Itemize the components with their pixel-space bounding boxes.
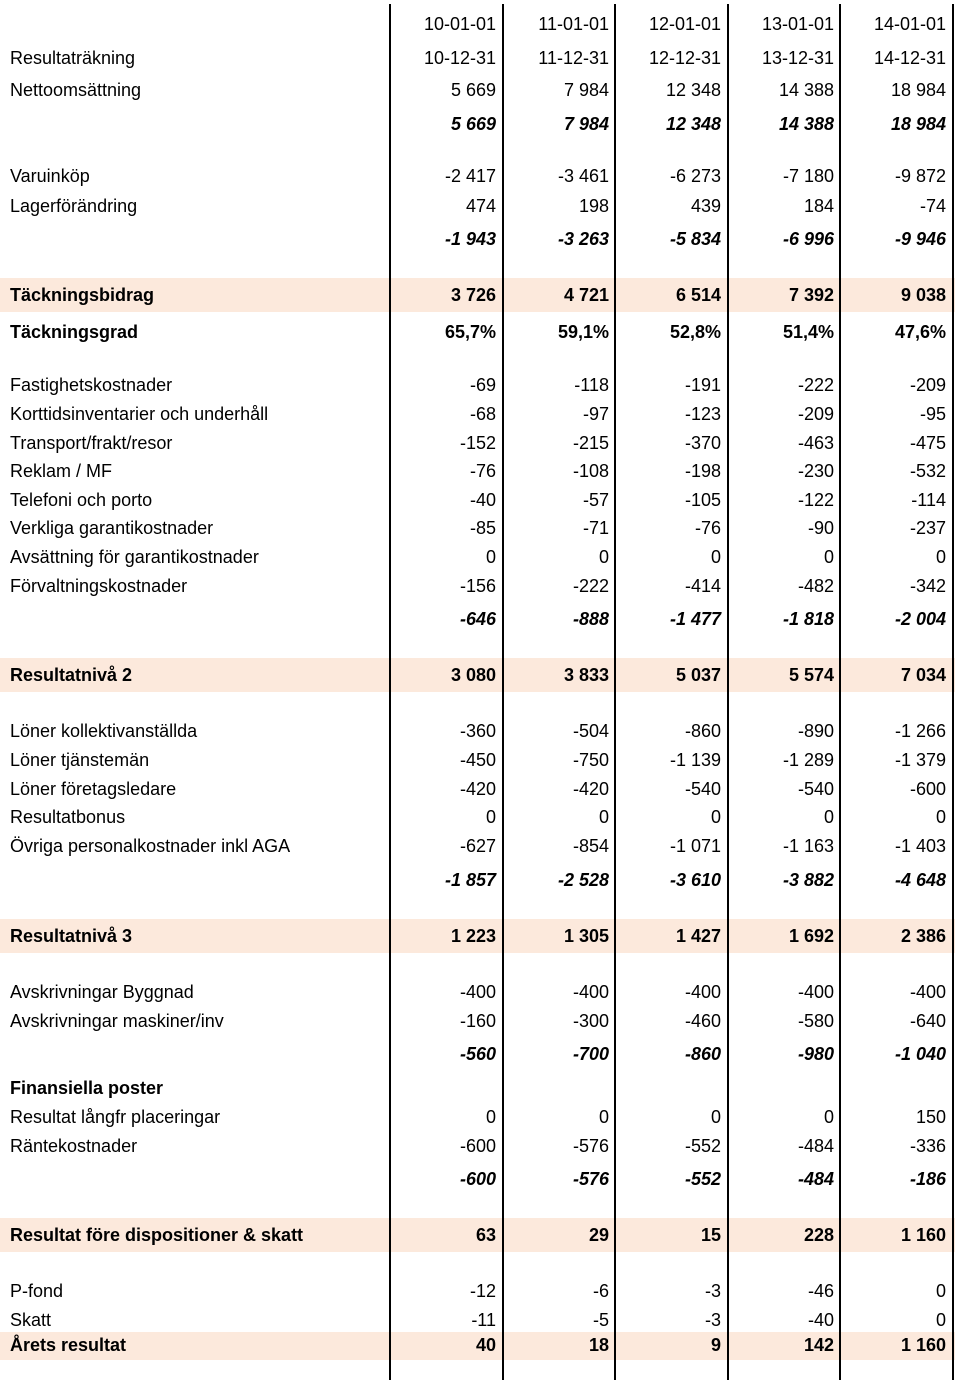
- row-rantekostnader: [0, 1136, 955, 1162]
- value-cell: -360: [459, 721, 496, 741]
- row-resultatniva-3: [0, 919, 955, 953]
- value-cell: 9: [710, 1335, 721, 1355]
- value-cell: -460: [684, 1011, 721, 1031]
- value-cell: -540: [684, 779, 721, 799]
- value-cell: -90: [807, 518, 834, 538]
- value-cell: 7 984: [563, 114, 609, 134]
- subtotal-financial: [0, 1169, 955, 1195]
- value-cell: -105: [684, 490, 721, 510]
- value-cell: 0: [710, 1107, 721, 1127]
- value-cell: -1 071: [669, 836, 721, 856]
- value-cell: -576: [572, 1136, 609, 1156]
- value-cell: 228: [803, 1225, 834, 1245]
- value-cell: -198: [684, 461, 721, 481]
- period-start-cell: 12-01-01: [648, 14, 721, 34]
- value-cell: 0: [598, 807, 609, 827]
- value-cell: -560: [459, 1044, 496, 1064]
- value-cell: 59,1%: [557, 322, 609, 342]
- value-cell: -237: [909, 518, 946, 538]
- period-start-cell: 13-01-01: [761, 14, 834, 34]
- value-cell: 0: [598, 1107, 609, 1127]
- value-cell: 65,7%: [444, 322, 496, 342]
- value-cell: -640: [909, 1011, 946, 1031]
- value-cell: -400: [572, 982, 609, 1002]
- value-cell: 5 669: [450, 80, 496, 100]
- value-cell: -600: [459, 1169, 496, 1189]
- row-korttidsinventarier: [0, 404, 955, 430]
- column-divider: [727, 4, 729, 1380]
- value-cell: -1 266: [894, 721, 946, 741]
- value-cell: -400: [684, 982, 721, 1002]
- section-heading: Finansiella poster: [10, 1078, 164, 1098]
- value-cell: 0: [935, 547, 946, 567]
- value-cell: -4 648: [894, 870, 946, 890]
- value-cell: -860: [684, 721, 721, 741]
- period-end-cell: 12-12-31: [648, 48, 721, 68]
- row-loner-foretagsledare: [0, 779, 955, 805]
- value-cell: -580: [797, 1011, 834, 1031]
- row-avskrivningar-maskiner: [0, 1011, 955, 1037]
- section-finansiella-poster: [0, 1078, 955, 1104]
- subtotal-overhead: [0, 609, 955, 635]
- value-cell: -68: [469, 404, 496, 424]
- column-divider: [839, 4, 841, 1380]
- row-skatt: [0, 1310, 955, 1332]
- value-cell: -463: [797, 433, 834, 453]
- value-cell: -74: [919, 196, 946, 216]
- value-cell: -215: [572, 433, 609, 453]
- value-cell: -342: [909, 576, 946, 596]
- value-cell: -414: [684, 576, 721, 596]
- row-label: Resultat långfr placeringar: [10, 1107, 221, 1127]
- value-cell: -854: [572, 836, 609, 856]
- value-cell: -1 379: [894, 750, 946, 770]
- value-cell: 3 726: [450, 285, 496, 305]
- value-cell: -370: [684, 433, 721, 453]
- value-cell: -400: [459, 982, 496, 1002]
- value-cell: 6 514: [675, 285, 721, 305]
- row-label: Resultatnivå 3: [10, 926, 133, 946]
- row-telefoni: [0, 490, 955, 516]
- statement-title: Resultaträkning: [10, 48, 136, 68]
- value-cell: -400: [909, 982, 946, 1002]
- value-cell: -1 289: [782, 750, 834, 770]
- value-cell: 12 348: [665, 114, 721, 134]
- subtotal-depreciation: [0, 1044, 955, 1070]
- value-cell: -11: [471, 1310, 496, 1330]
- value-cell: 40: [475, 1335, 496, 1355]
- row-label: Täckningsgrad: [10, 322, 139, 342]
- value-cell: -76: [694, 518, 721, 538]
- header-row-end: [0, 48, 955, 72]
- value-cell: 0: [710, 547, 721, 567]
- value-cell: 198: [578, 196, 609, 216]
- value-cell: -576: [572, 1169, 609, 1189]
- value-cell: -123: [684, 404, 721, 424]
- value-cell: -1 040: [894, 1044, 946, 1064]
- value-cell: 18: [588, 1335, 609, 1355]
- column-divider: [952, 4, 954, 1380]
- value-cell: 0: [935, 1281, 946, 1301]
- value-cell: -222: [572, 576, 609, 596]
- period-end-cell: 10-12-31: [423, 48, 496, 68]
- value-cell: -627: [459, 836, 496, 856]
- row-label: Övriga personalkostnader inkl AGA: [10, 836, 291, 856]
- value-cell: 52,8%: [669, 322, 721, 342]
- value-cell: -114: [911, 490, 946, 510]
- row-label: Löner företagsledare: [10, 779, 177, 799]
- value-cell: -3 263: [557, 229, 609, 249]
- value-cell: -40: [807, 1310, 834, 1330]
- row-ovriga-personalkostnader: [0, 836, 955, 862]
- row-avsattning-garanti: [0, 547, 955, 573]
- row-forvaltningskostnader: [0, 576, 955, 602]
- value-cell: 184: [803, 196, 834, 216]
- row-varuinkop: [0, 166, 955, 192]
- value-cell: -152: [459, 433, 496, 453]
- value-cell: 29: [588, 1225, 609, 1245]
- row-resultatbonus: [0, 807, 955, 833]
- value-cell: -69: [469, 375, 496, 395]
- value-cell: 7 984: [563, 80, 609, 100]
- value-cell: -122: [797, 490, 834, 510]
- value-cell: -3 610: [669, 870, 721, 890]
- value-cell: 0: [485, 547, 496, 567]
- value-cell: -1 857: [444, 870, 496, 890]
- value-cell: -3 882: [782, 870, 834, 890]
- value-cell: 1 692: [788, 926, 834, 946]
- value-cell: 0: [935, 1310, 946, 1330]
- value-cell: 3 080: [450, 665, 496, 685]
- value-cell: 0: [710, 807, 721, 827]
- row-resultatniva-2: [0, 658, 955, 692]
- value-cell: -3 461: [557, 166, 609, 186]
- value-cell: 5 669: [450, 114, 496, 134]
- row-label: Förvaltningskostnader: [10, 576, 188, 596]
- row-avskrivningar-byggnad: [0, 982, 955, 1008]
- value-cell: 5 037: [675, 665, 721, 685]
- value-cell: 12 348: [665, 80, 721, 100]
- value-cell: 14 388: [778, 114, 834, 134]
- row-label: Avskrivningar maskiner/inv: [10, 1011, 224, 1031]
- column-divider: [389, 4, 391, 1380]
- value-cell: 7 392: [788, 285, 834, 305]
- row-lagerforandring: [0, 196, 955, 222]
- value-cell: 0: [823, 807, 834, 827]
- value-cell: -76: [469, 461, 496, 481]
- header-row-start: [0, 14, 955, 38]
- period-end-cell: 13-12-31: [761, 48, 834, 68]
- row-label: Avsättning för garantikostnader: [10, 547, 259, 567]
- value-cell: -980: [797, 1044, 834, 1064]
- value-cell: -336: [909, 1136, 946, 1156]
- value-cell: 7 034: [900, 665, 946, 685]
- row-transport: [0, 433, 955, 459]
- row-label: Resultatnivå 2: [10, 665, 133, 685]
- value-cell: -209: [797, 404, 834, 424]
- value-cell: 142: [803, 1335, 834, 1355]
- row-label: Löner kollektivanställda: [10, 721, 198, 741]
- value-cell: -600: [909, 779, 946, 799]
- value-cell: -484: [797, 1169, 834, 1189]
- value-cell: 63: [475, 1225, 496, 1245]
- row-label: Telefoni och porto: [10, 490, 153, 510]
- value-cell: -700: [572, 1044, 609, 1064]
- subtotal-goods: [0, 229, 955, 255]
- value-cell: -482: [797, 576, 834, 596]
- value-cell: -191: [684, 375, 721, 395]
- value-cell: 439: [690, 196, 721, 216]
- row-fastighetskostnader: [0, 375, 955, 401]
- value-cell: 1 160: [900, 1335, 946, 1355]
- value-cell: -40: [469, 490, 496, 510]
- value-cell: -420: [572, 779, 609, 799]
- value-cell: -6: [592, 1281, 609, 1301]
- value-cell: 474: [465, 196, 496, 216]
- value-cell: 1 223: [450, 926, 496, 946]
- value-cell: -95: [919, 404, 946, 424]
- value-cell: -5 834: [669, 229, 721, 249]
- value-cell: 18 984: [890, 114, 946, 134]
- row-loner-tjanstemän: [0, 750, 955, 776]
- column-divider: [614, 4, 616, 1380]
- row-label: Avskrivningar Byggnad: [10, 982, 194, 1002]
- value-cell: -1 139: [669, 750, 721, 770]
- row-resultat-fore-dispositioner: [0, 1218, 955, 1252]
- row-label: Transport/frakt/resor: [10, 433, 173, 453]
- value-cell: 1 305: [563, 926, 609, 946]
- value-cell: -450: [459, 750, 496, 770]
- value-cell: -186: [909, 1169, 946, 1189]
- value-cell: -860: [684, 1044, 721, 1064]
- value-cell: -540: [797, 779, 834, 799]
- value-cell: 0: [485, 1107, 496, 1127]
- value-cell: 0: [823, 547, 834, 567]
- subtotal-revenue: [0, 114, 955, 140]
- value-cell: -890: [797, 721, 834, 741]
- period-end-cell: 11-12-31: [538, 48, 609, 68]
- row-reklam: [0, 461, 955, 487]
- row-loner-kollektiv: [0, 721, 955, 747]
- value-cell: -1 477: [669, 609, 721, 629]
- value-cell: -1 818: [782, 609, 834, 629]
- value-cell: -118: [574, 375, 609, 395]
- row-label: Löner tjänstemän: [10, 750, 150, 770]
- row-label: Reklam / MF: [10, 461, 113, 481]
- period-start-cell: 10-01-01: [423, 14, 496, 34]
- value-cell: 47,6%: [894, 322, 946, 342]
- value-cell: -5: [592, 1310, 609, 1330]
- value-cell: -71: [582, 518, 609, 538]
- value-cell: -6 273: [669, 166, 721, 186]
- value-cell: -57: [582, 490, 609, 510]
- value-cell: 15: [700, 1225, 721, 1245]
- value-cell: -475: [909, 433, 946, 453]
- value-cell: -222: [797, 375, 834, 395]
- row-label: Täckningsbidrag: [10, 285, 155, 305]
- value-cell: 1 427: [675, 926, 721, 946]
- row-p-fond: [0, 1281, 955, 1307]
- value-cell: 0: [598, 547, 609, 567]
- value-cell: -108: [572, 461, 609, 481]
- row-label: P-fond: [10, 1281, 64, 1301]
- row-label: Verkliga garantikostnader: [10, 518, 214, 538]
- column-divider: [502, 4, 504, 1380]
- value-cell: -3: [704, 1281, 721, 1301]
- row-label: Nettoomsättning: [10, 80, 142, 100]
- value-cell: 51,4%: [782, 322, 834, 342]
- row-label: Varuinköp: [10, 166, 90, 186]
- value-cell: -160: [459, 1011, 496, 1031]
- period-start-cell: 14-01-01: [873, 14, 946, 34]
- value-cell: -12: [469, 1281, 496, 1301]
- value-cell: -750: [572, 750, 609, 770]
- value-cell: -646: [459, 609, 496, 629]
- value-cell: -1 163: [782, 836, 834, 856]
- row-label: Fastighetskostnader: [10, 375, 173, 395]
- value-cell: -9 946: [894, 229, 946, 249]
- value-cell: -300: [572, 1011, 609, 1031]
- value-cell: 3 833: [563, 665, 609, 685]
- value-cell: -400: [797, 982, 834, 1002]
- value-cell: -6 996: [782, 229, 834, 249]
- value-cell: -1 403: [894, 836, 946, 856]
- value-cell: -2 417: [444, 166, 496, 186]
- row-tackningsbidrag: [0, 278, 955, 312]
- row-label: Resultat före dispositioner & skatt: [10, 1225, 304, 1245]
- value-cell: 5 574: [788, 665, 834, 685]
- value-cell: -888: [572, 609, 609, 629]
- value-cell: -504: [572, 721, 609, 741]
- value-cell: -156: [459, 576, 496, 596]
- value-cell: 1 160: [900, 1225, 946, 1245]
- value-cell: 0: [935, 807, 946, 827]
- value-cell: -209: [909, 375, 946, 395]
- value-cell: -7 180: [782, 166, 834, 186]
- value-cell: -2 004: [894, 609, 946, 629]
- value-cell: -532: [909, 461, 946, 481]
- row-label: Korttidsinventarier och underhåll: [10, 404, 269, 424]
- value-cell: -1 943: [444, 229, 496, 249]
- value-cell: -46: [807, 1281, 834, 1301]
- value-cell: -9 872: [894, 166, 946, 186]
- row-label: Skatt: [10, 1310, 52, 1330]
- value-cell: -420: [459, 779, 496, 799]
- row-label: Årets resultat: [10, 1335, 127, 1355]
- value-cell: -552: [684, 1169, 721, 1189]
- subtotal-personnel: [0, 870, 955, 896]
- value-cell: 150: [915, 1107, 946, 1127]
- row-arets-resultat: [0, 1332, 955, 1360]
- value-cell: 14 388: [778, 80, 834, 100]
- value-cell: 0: [823, 1107, 834, 1127]
- value-cell: -552: [684, 1136, 721, 1156]
- value-cell: 0: [485, 807, 496, 827]
- row-label: Räntekostnader: [10, 1136, 138, 1156]
- value-cell: 9 038: [900, 285, 946, 305]
- row-verkliga-garantikostnader: [0, 518, 955, 544]
- row-label: Lagerförändring: [10, 196, 138, 216]
- value-cell: 4 721: [563, 285, 609, 305]
- value-cell: -230: [797, 461, 834, 481]
- period-start-cell: 11-01-01: [538, 14, 609, 34]
- period-end-cell: 14-12-31: [873, 48, 946, 68]
- value-cell: -85: [469, 518, 496, 538]
- row-resultat-placeringar: [0, 1107, 955, 1133]
- value-cell: 18 984: [890, 80, 946, 100]
- value-cell: -97: [582, 404, 609, 424]
- row-label: Resultatbonus: [10, 807, 126, 827]
- value-cell: -2 528: [557, 870, 609, 890]
- row-tackningsgrad: [0, 322, 955, 348]
- value-cell: 2 386: [900, 926, 946, 946]
- value-cell: -3: [704, 1310, 721, 1330]
- row-nettoomsattning: [0, 80, 955, 106]
- value-cell: -484: [797, 1136, 834, 1156]
- value-cell: -600: [459, 1136, 496, 1156]
